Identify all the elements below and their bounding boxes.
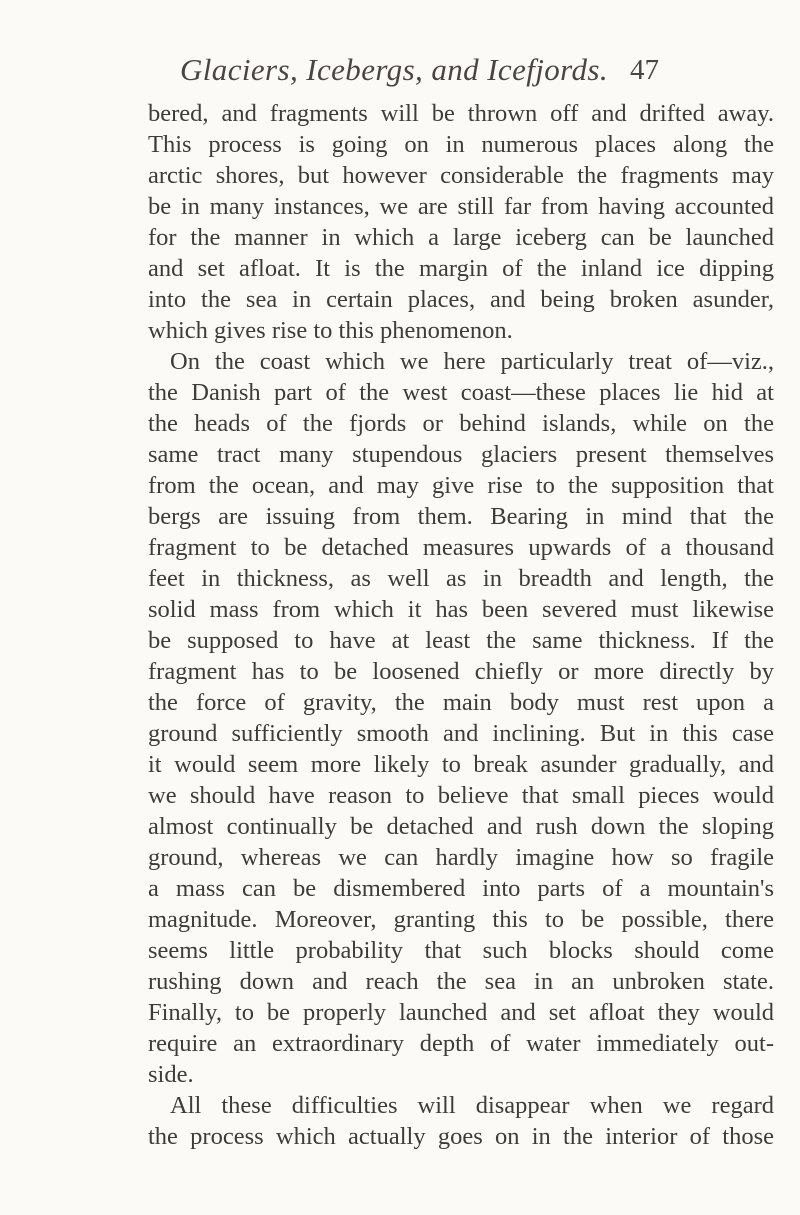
- text-line: from the ocean, and may give rise to the supposition that: [148, 472, 774, 499]
- text-line: bered, and fragments will be thrown off and drifted away.: [148, 100, 774, 127]
- text-line: we should have reason to believe that small pieces would: [148, 782, 774, 809]
- text-line: it would seem more likely to break asunder gradually, and: [148, 751, 774, 778]
- text-line: rushing down and reach the sea in an unbroken state.: [148, 968, 774, 995]
- text-line: into the sea in certain places, and being broken asunder,: [148, 286, 774, 313]
- text-line: On the coast which we here particularly treat of—viz.,: [170, 348, 774, 375]
- text-line: fragment has to be loosened chiefly or more directly by: [148, 658, 774, 685]
- text-line: almost continually be detached and rush down the sloping: [148, 813, 774, 840]
- text-line: which gives rise to this phenomenon.: [148, 317, 513, 344]
- page-number: 47: [630, 54, 659, 86]
- text-line: ground, whereas we can hardly imagine how so fragile: [148, 844, 774, 871]
- running-head-title: Glaciers, Icebergs, and Icefjords.: [180, 52, 608, 87]
- text-line: ground sufficiently smooth and inclining. But in this case: [148, 720, 774, 747]
- text-line: solid mass from which it has been severed must likewise: [148, 596, 774, 623]
- text-line: seems little probability that such blocks should come: [148, 937, 774, 964]
- text-line: be in many instances, we are still far from having accounted: [148, 193, 774, 220]
- text-line: This process is going on in numerous places along the: [148, 131, 774, 158]
- text-line: feet in thickness, as well as in breadth and length, the: [148, 565, 774, 592]
- text-line: same tract many stupendous glaciers present themselves: [148, 441, 774, 468]
- text-line: arctic shores, but however considerable the fragments may: [148, 162, 774, 189]
- text-line: All these difficulties will disappear when we regard: [170, 1092, 774, 1119]
- text-line: the force of gravity, the main body must rest upon a: [148, 689, 774, 716]
- text-line: a mass can be dismembered into parts of a mountain's: [148, 875, 774, 902]
- text-line: magnitude. Moreover, granting this to be possible, there: [148, 906, 774, 933]
- text-line: the process which actually goes on in the interior of those: [148, 1123, 774, 1150]
- text-line: require an extraordinary depth of water immediately out-: [148, 1030, 774, 1057]
- text-line: and set afloat. It is the margin of the inland ice dipping: [148, 255, 774, 282]
- text-line: the heads of the fjords or behind islands, while on the: [148, 410, 774, 437]
- text-line: side.: [148, 1061, 194, 1088]
- text-line: for the manner in which a large iceberg can be launched: [148, 224, 774, 251]
- text-line: fragment to be detached measures upwards of a thousand: [148, 534, 774, 561]
- text-line: Finally, to be properly launched and set afloat they would: [148, 999, 774, 1026]
- text-line: the Danish part of the west coast—these places lie hid at: [148, 379, 774, 406]
- text-line: be supposed to have at least the same thickness. If the: [148, 627, 774, 654]
- text-line: bergs are issuing from them. Bearing in mind that the: [148, 503, 774, 530]
